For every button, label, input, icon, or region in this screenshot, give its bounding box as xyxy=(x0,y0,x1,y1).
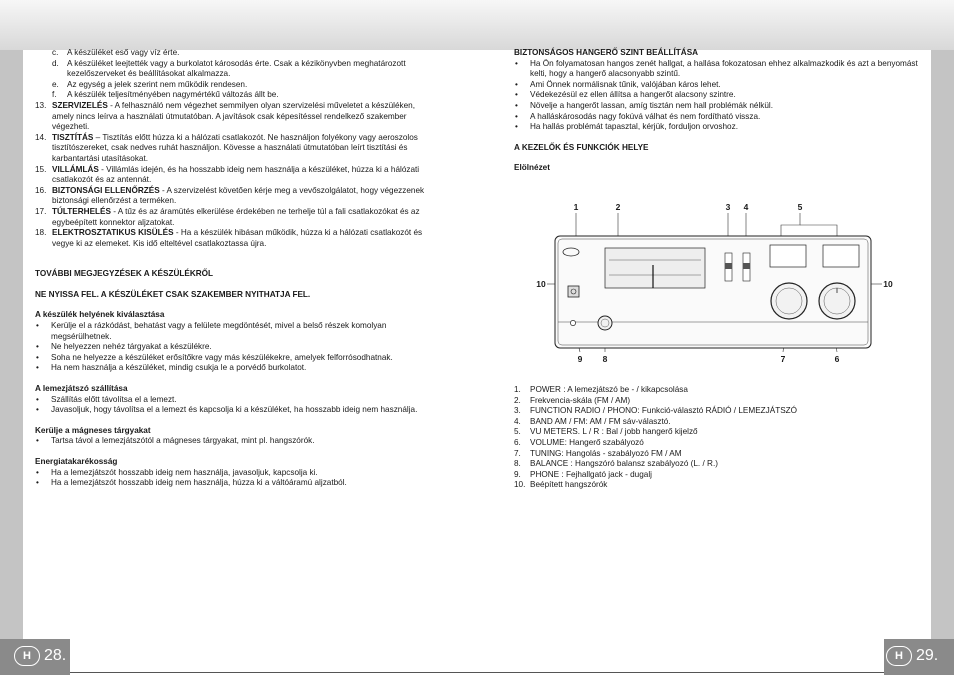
list-text: - A tűz és az áramütés elkerülése érdekében ne terhelje túl a fali csatlakozókat és az egybeépített konnektor aljzatokat. xyxy=(52,206,420,227)
callout-3: 3 xyxy=(725,202,731,212)
callout-4: 4 xyxy=(743,202,749,212)
bullet-icon: • xyxy=(36,478,39,488)
callout-7: 7 xyxy=(780,354,786,364)
list-text: Beépített hangszórók xyxy=(530,480,608,490)
list-item xyxy=(35,90,437,101)
bullet-text: Ha hallás problémát tapasztal, kérjük, forduljon orvoshoz. xyxy=(530,122,738,132)
item-keyword: VILLÁMLÁS xyxy=(52,164,99,174)
top-header-bar xyxy=(0,0,954,50)
section-heading: BIZTONSÁGOS HANGERŐ SZINT BEÁLLÍTÁSA xyxy=(514,48,699,57)
callout-1: 1 xyxy=(573,202,579,212)
bullet-text: Kerülje el a rázkódást, behatást vagy a felülete megdöntését, mivel a belső részek komolyan megsérülhetnek. xyxy=(51,321,387,341)
bullet-item xyxy=(35,405,437,416)
list-text: BALANCE : Hangszóró balansz szabályozó (L. / R.) xyxy=(530,459,718,469)
list-item xyxy=(35,165,437,186)
list-item xyxy=(35,101,437,133)
list-text: A készüléket eső vagy víz érte. xyxy=(67,48,180,57)
list-item xyxy=(35,186,437,207)
bullet-text: Soha ne helyezze a készüléket erősítőkre vagy más készülékekre, amelyek felforrósodhatnak. xyxy=(51,352,393,362)
list-text: - A szervizelést követően kérje meg a vevőszolgálatot, hogy végezzenek biztonsági ellenőrzést a terméken. xyxy=(52,185,425,206)
bottom-rule xyxy=(23,672,931,673)
list-marker: 5. xyxy=(514,427,521,437)
subsection-title: A lemezjátszó szállítása xyxy=(35,384,128,394)
band-switch-knob xyxy=(743,263,750,269)
callout-5: 5 xyxy=(797,202,803,212)
list-marker: 14. xyxy=(35,132,47,142)
bullet-item xyxy=(514,101,919,112)
bullet-icon: • xyxy=(36,436,39,446)
bullet-item xyxy=(35,468,437,479)
list-marker: 10. xyxy=(514,480,526,490)
vu-meter-left xyxy=(770,245,806,267)
tuning-knob[interactable] xyxy=(771,283,807,319)
list-marker: 2. xyxy=(514,395,521,405)
item-keyword: TÚLTERHELÉS xyxy=(52,206,111,216)
section-heading: TOVÁBBI MEGJEGYZÉSEK A KÉSZÜLÉKRŐL xyxy=(35,269,214,279)
bullet-text: Ami Önnek normálisnak tűnik, valójában káros lehet. xyxy=(530,79,721,89)
bullet-text: A halláskárosodás nagy fokúvá válhat és nem fordítható vissza. xyxy=(530,111,761,121)
list-marker: 4. xyxy=(514,416,521,426)
bullet-item xyxy=(35,342,437,353)
front-panel-diagram xyxy=(535,195,910,370)
list-text: PHONE : Fejhallgató jack - dugalj xyxy=(530,469,652,479)
list-item xyxy=(514,427,919,438)
balance-knob[interactable] xyxy=(598,316,612,330)
bullet-icon: • xyxy=(515,58,518,68)
bullet-item xyxy=(35,436,437,447)
list-marker: 3. xyxy=(514,406,521,416)
left-sidebar-stripe xyxy=(0,50,23,675)
list-text: A készülék teljesítményében nagymértékű változás állt be. xyxy=(67,90,279,100)
page-number-label: 28. xyxy=(44,647,67,664)
right-text-column xyxy=(514,48,919,174)
item-keyword: SZERVIZELÉS xyxy=(52,100,108,110)
callout-8: 8 xyxy=(602,354,608,364)
bullet-item xyxy=(35,363,437,374)
language-badge: H xyxy=(14,646,40,666)
list-item xyxy=(35,80,437,91)
list-text: VOLUME: Hangerő szabályozó xyxy=(530,437,644,447)
list-marker: 17. xyxy=(35,206,47,216)
left-text-column xyxy=(35,48,437,489)
callout-10-right: 10 xyxy=(883,279,893,289)
function-switch-knob xyxy=(725,263,732,269)
bullet-icon: • xyxy=(36,467,39,477)
bullet-icon: • xyxy=(515,79,518,89)
bullet-icon: • xyxy=(36,363,39,373)
bullet-item xyxy=(514,59,919,80)
right-page-number xyxy=(886,643,938,669)
callout-6: 6 xyxy=(834,354,840,364)
list-text: - Ha a készülék hibásan működik, húzza ki a hálózati csatlakozót és vegye ki az elemeket. Kis idő elteltével csatlakoztassa újra. xyxy=(52,228,423,248)
list-item xyxy=(514,459,919,470)
item-keyword: ELEKTROSZTATIKUS KISÜLÉS xyxy=(52,228,174,238)
list-item xyxy=(35,207,437,228)
list-text: – Tisztítás előtt húzza ki a hálózati csatlakozót. Ne használjon folyékony vagy aeroszolos tisztítószereket, csak nedves ruhát használjon. Kövesse a használati útmutatóban leírt tisztítási és karbantartási utasításokat. xyxy=(52,132,418,163)
list-marker: d. xyxy=(52,58,59,68)
bullet-text: Ha Ön folyamatosan hangos zenét hallgat, a hallása fokozatosan ehhez alkalmazkodik és azt a benyomást kelti, hogy a hangerő alacsonyabb szintű. xyxy=(530,58,918,79)
bullet-icon: • xyxy=(36,405,39,415)
right-sidebar-stripe xyxy=(931,50,954,675)
bullet-item xyxy=(35,395,437,406)
bullet-text: Szállítás előtt távolítsa el a lemezt. xyxy=(51,394,177,404)
list-marker: 9. xyxy=(514,469,521,479)
list-marker: 18. xyxy=(35,228,47,238)
list-marker: e. xyxy=(52,79,59,89)
list-item xyxy=(514,417,919,428)
bullet-item xyxy=(514,80,919,91)
power-button[interactable] xyxy=(568,286,579,297)
subsection-title: Energiatakarékosság xyxy=(35,457,118,466)
bullet-text: Tartsa távol a lemezjátszótól a mágneses tárgyakat, mint pl. hangszórók. xyxy=(51,436,315,446)
bullet-text: Ha a lemezjátszót hosszabb ideig nem használja, javasoljuk, kapcsolja ki. xyxy=(51,467,318,477)
bullet-icon: • xyxy=(36,394,39,404)
list-text: - A felhasználó nem végezhet semmilyen olyan szervizelési műveletet a készüléken, amely nincs leírva a használati útmutatóban. A javítások csak képesítéssel rendelkező szakember végezheti. xyxy=(52,100,415,132)
bullet-item xyxy=(514,112,919,123)
callout-10-left: 10 xyxy=(536,279,546,289)
list-text: Az egység a jelek szerint nem működik rendesen. xyxy=(67,79,248,89)
frequency-dial xyxy=(605,248,705,288)
list-marker: 6. xyxy=(514,437,521,447)
list-marker: 13. xyxy=(35,100,47,110)
list-item xyxy=(514,385,919,396)
list-text: POWER : A lemezjátszó be - / kikapcsolása xyxy=(530,385,688,394)
list-item xyxy=(514,396,919,407)
bullet-item xyxy=(514,90,919,101)
bullet-icon: • xyxy=(515,90,518,100)
bullet-icon: • xyxy=(36,321,39,331)
left-page-number xyxy=(14,643,66,669)
item-keyword: TISZTÍTÁS xyxy=(52,132,94,142)
list-marker: 1. xyxy=(514,385,521,394)
list-marker: 8. xyxy=(514,459,521,469)
list-item xyxy=(35,133,437,165)
list-marker: 16. xyxy=(35,185,47,195)
list-text: - Villámlás idején, és ha hosszabb ideig nem használja a készüléket, húzza ki a hálózati csatlakozót és az antennát. xyxy=(52,164,420,185)
callout-2: 2 xyxy=(615,202,621,212)
control-list xyxy=(514,385,919,491)
warning-heading: NE NYISSA FEL. A KÉSZÜLÉKET CSAK SZAKEMBER NYITHATJA FEL. xyxy=(35,289,311,299)
section-heading: A KEZELŐK ÉS FUNKCIÓK HELYE xyxy=(514,142,649,152)
bullet-text: Javasoljuk, hogy távolítsa el a lemezt és kapcsolja ki a készüléket, ha hosszabb ideig nem használja. xyxy=(51,405,418,415)
subsection-title: Elölnézet xyxy=(514,163,550,173)
list-item xyxy=(514,438,919,449)
list-item xyxy=(35,48,437,59)
list-text: BAND AM / FM: AM / FM sáv-választó. xyxy=(530,416,671,426)
bullet-item xyxy=(35,353,437,364)
bullet-icon: • xyxy=(515,111,518,121)
bullet-icon: • xyxy=(515,100,518,110)
list-marker: f. xyxy=(52,90,57,100)
list-marker: 7. xyxy=(514,448,521,458)
list-marker: c. xyxy=(52,48,59,57)
list-marker: 15. xyxy=(35,164,47,174)
list-text: FUNCTION RADIO / PHONO: Funkció-választó RÁDIÓ / LEMEZJÁTSZÓ xyxy=(530,406,798,416)
bullet-item xyxy=(35,321,437,342)
list-text: VU METERS. L / R : Bal / jobb hangerő kijelző xyxy=(530,427,698,437)
phone-jack[interactable] xyxy=(570,320,575,325)
list-item xyxy=(35,228,437,249)
bullet-text: Ne helyezzen nehéz tárgyakat a készülékre. xyxy=(51,342,212,352)
bullet-text: Ha a lemezjátszót hosszabb ideig nem használja, húzza ki a váltóáramú aljzatból. xyxy=(51,478,347,488)
language-badge: H xyxy=(886,646,912,666)
subsection-title: A készülék helyének kiválasztása xyxy=(35,310,165,320)
list-text: A készüléket leejtették vagy a burkolatot károsodás érte. Csak a kézikönyvben meghatározott kezelőszerveket és beállításokat alkalmazza. xyxy=(67,58,406,79)
bullet-text: Védekezésül ez ellen állítsa a hangerőt alacsony szintre. xyxy=(530,90,736,100)
page-number-label: 29. xyxy=(916,647,939,664)
list-text: TUNING: Hangolás - szabályozó FM / AM xyxy=(530,448,682,458)
item-keyword: BIZTONSÁGI ELLENŐRZÉS xyxy=(52,185,160,195)
bullet-icon: • xyxy=(36,342,39,352)
bullet-text: Növelje a hangerőt lassan, amíg tisztán nem hall problémák nélkül. xyxy=(530,100,774,110)
list-item xyxy=(35,59,437,80)
bullet-icon: • xyxy=(515,122,518,132)
bullet-item xyxy=(514,122,919,133)
list-item xyxy=(514,480,919,491)
list-item xyxy=(514,406,919,417)
callout-9: 9 xyxy=(577,354,583,364)
bullet-text: Ha nem használja a készüléket, mindig csukja le a porvédő burkolatot. xyxy=(51,363,307,373)
list-item xyxy=(514,470,919,481)
subsection-title: Kerülje a mágneses tárgyakat xyxy=(35,425,151,435)
bullet-icon: • xyxy=(36,352,39,362)
list-text: Frekvencia-skála (FM / AM) xyxy=(530,395,631,405)
bullet-item xyxy=(35,478,437,489)
list-item xyxy=(514,449,919,460)
vu-meter-right xyxy=(823,245,859,267)
